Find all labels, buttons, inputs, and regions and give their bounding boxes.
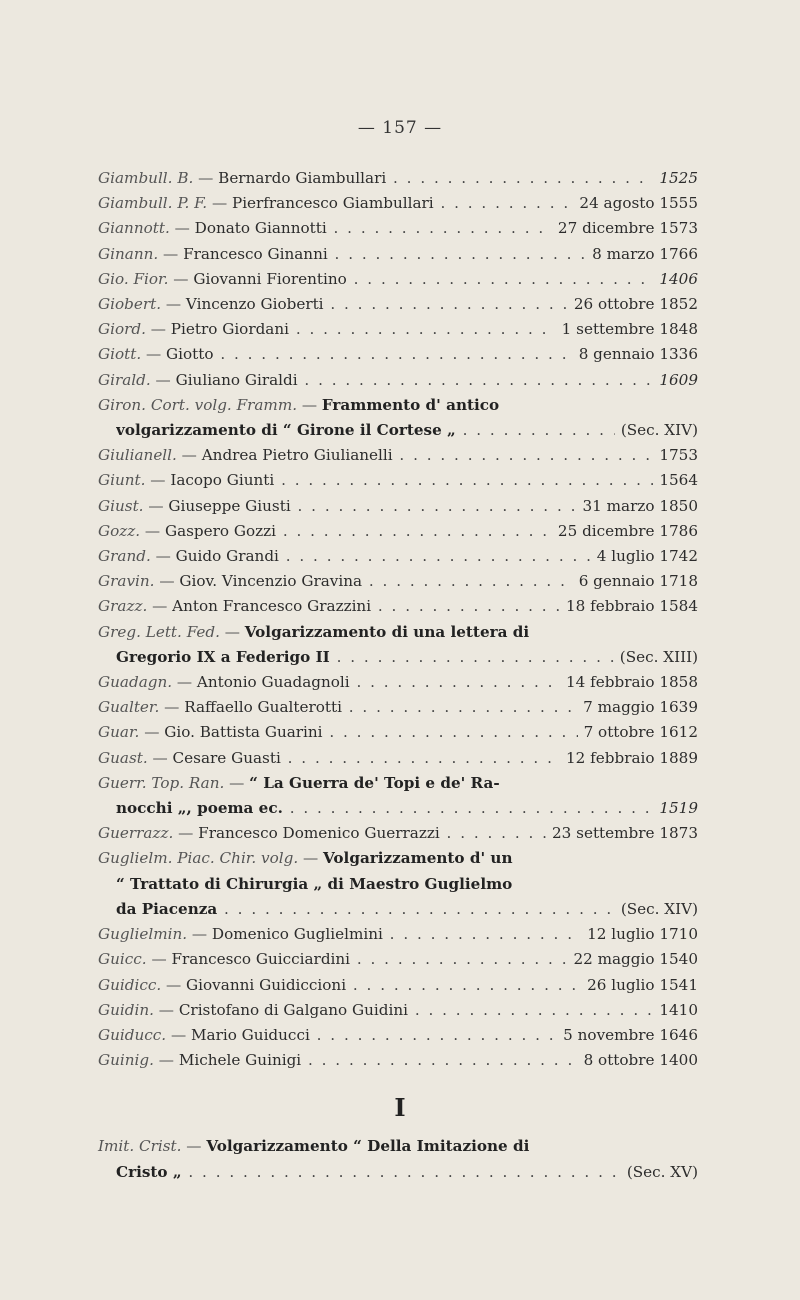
entry-date: 23 settembre 1873 (552, 824, 698, 843)
entry-date: (Sec. XIV) (620, 899, 698, 918)
entry-abbreviation: Ginann. (98, 244, 159, 263)
entry-date: (Sec. XIII) (619, 647, 698, 666)
entry-date: 1564 (659, 471, 698, 490)
entry-abbreviation: Giord. (98, 320, 146, 339)
entry-body (98, 342, 573, 367)
entry-body (98, 1048, 578, 1073)
entry-dash: — (298, 849, 324, 868)
entry-author-name: Gaspero Gozzi (164, 521, 277, 540)
entry-abbreviation: Giambull. B. (98, 169, 194, 187)
entry-first-line (98, 771, 698, 796)
entry (98, 267, 698, 292)
entry (98, 620, 698, 670)
entry (98, 1134, 698, 1184)
entry-body (98, 670, 560, 695)
entry-dash: — (141, 345, 167, 364)
entry-date: 14 febbraio 1858 (565, 673, 698, 692)
entry-author-name: Francesco Ginanni (183, 244, 328, 263)
entry-body (116, 796, 653, 821)
entry-abbreviation: Gualter. (98, 698, 160, 717)
entry-row (98, 1023, 698, 1048)
entry-title-end: volgarizzamento di “ Girone il Cortese „ (116, 421, 456, 440)
entry-body (98, 947, 567, 972)
entry-row (98, 342, 698, 367)
entry-date: (Sec. XV) (626, 1162, 698, 1181)
entry-abbreviation: Guerrazz. (98, 824, 174, 843)
entry-abbreviation: Grazz. (98, 597, 148, 616)
entry-abbreviation: Guinig. (98, 1051, 154, 1070)
entry-date: 25 dicembre 1786 (557, 521, 698, 540)
entry-author-name: Gio. Battista Guarini (164, 723, 323, 742)
entry-row (98, 998, 698, 1023)
entry-title-end: Gregorio IX a Federigo II (116, 647, 330, 666)
entry-author-name: Iacopo Giunti (170, 471, 275, 490)
entry (98, 720, 698, 745)
entry-title: Volgarizzamento di una lettera di (244, 622, 530, 641)
entry-date: 8 gennaio 1336 (578, 345, 698, 364)
entry-row (98, 922, 698, 947)
entry-date: 27 dicembre 1573 (557, 219, 698, 238)
entry (98, 821, 698, 846)
entry-row (98, 670, 698, 695)
entry-author-name: Cesare Guasti (172, 748, 281, 767)
entry-author-name: Pierfrancesco Giambullari (231, 194, 434, 213)
entry-date: 26 ottobre 1852 (573, 295, 698, 314)
entry-row (98, 544, 698, 569)
entry-dash: — (153, 1000, 179, 1019)
entry-body (98, 267, 653, 292)
entry-row (98, 746, 698, 771)
entry-dash: — (224, 773, 250, 792)
entry (98, 947, 698, 972)
entry-first-line (98, 846, 698, 871)
entry-date: 12 febbraio 1889 (565, 748, 698, 767)
entry-date: (Sec. XIV) (620, 421, 698, 440)
entry-title: Frammento d' antico (321, 395, 500, 414)
entry-title: Volgarizzamento d' un (323, 849, 513, 868)
entry-abbreviation: Gravin. (98, 572, 155, 591)
entry-row (98, 494, 698, 519)
entry-author-name: Bernardo Giambullari (218, 169, 387, 187)
entry-dash: — (193, 169, 219, 187)
entry-last-line (98, 418, 698, 443)
entry-author-name: Cristofano di Galgano Guidini (178, 1000, 408, 1019)
entry-date: 1406 (659, 269, 698, 288)
entry-row (98, 468, 698, 493)
entry-body (98, 922, 581, 947)
entry-author-name: Antonio Guadagnoli (196, 673, 350, 692)
entry-body (98, 166, 653, 191)
entry-date: 4 luglio 1742 (596, 547, 698, 566)
entry-body (116, 1160, 621, 1185)
entry-author-name: Vincenzo Gioberti (185, 295, 324, 314)
entry-dash: — (172, 673, 197, 692)
entry-author-name: Francesco Domenico Guerrazzi (198, 824, 440, 843)
entry-dash: — (145, 471, 171, 490)
entry-date: 26 luglio 1541 (587, 975, 698, 994)
entry-date: 8 ottobre 1400 (583, 1051, 698, 1070)
entry-dash: — (187, 925, 212, 944)
entry-row (98, 443, 698, 468)
entry (98, 670, 698, 695)
entry-body (98, 519, 552, 544)
entry-abbreviation: Greg. Lett. Fed. (98, 622, 220, 641)
entry-abbreviation: Guast. (98, 748, 148, 767)
entry-row (98, 519, 698, 544)
entry-dash: — (159, 698, 185, 717)
entry-title-end: nocchi „, poema ec. (116, 799, 283, 818)
entry-title-continued: “ Trattato di Chirurgia „ di Maestro Guglielmo (116, 874, 513, 893)
entry-abbreviation: Guidin. (98, 1000, 154, 1019)
entry-body (98, 821, 546, 846)
entry-title: “ La Guerra de' Topi e de' Ra- (249, 773, 500, 792)
entry-last-line (98, 897, 698, 922)
entry (98, 443, 698, 468)
entry-list (98, 166, 698, 1185)
entry-author-name: Giotto (166, 345, 214, 364)
entry-dash: — (168, 269, 194, 288)
entry-row (98, 267, 698, 292)
entry-abbreviation: Guar. (98, 723, 140, 742)
entry-body (98, 317, 556, 342)
entry-abbreviation: Giobert. (98, 295, 162, 314)
entry-abbreviation: Girald. (98, 370, 151, 389)
entry-dash: — (161, 295, 186, 314)
entry-title-end: Cristo „ (116, 1162, 182, 1181)
entry (98, 242, 698, 267)
entry-abbreviation: Imit. Crist. (98, 1137, 182, 1156)
entry-body (98, 720, 578, 745)
entry (98, 771, 698, 821)
entry-abbreviation: Giron. Cort. volg. Framm. (98, 395, 298, 414)
entry-body (98, 569, 573, 594)
entry-row (98, 594, 698, 619)
entry-last-line (98, 1160, 698, 1185)
entry (98, 998, 698, 1023)
entry-author-name: Raffaello Gualterotti (184, 698, 342, 717)
entry-dash: — (158, 244, 184, 263)
entry-author-name: Domenico Guglielmini (211, 925, 383, 944)
entry-dash: — (207, 194, 232, 213)
entry-abbreviation: Gio. Fior. (98, 269, 169, 288)
entry-body (116, 897, 615, 922)
entry-author-name: Giovanni Guidiccioni (186, 975, 347, 994)
entry-author-name: Giov. Vincenzio Gravina (179, 572, 363, 591)
entry-author-name: Francesco Guicciardini (171, 950, 351, 969)
entry-body (116, 645, 614, 670)
page-number: — 157 — (357, 118, 443, 138)
entry-dash: — (147, 748, 173, 767)
entry-first-line (98, 393, 698, 418)
entry-dash: — (173, 824, 199, 843)
entry-abbreviation: Giulianell. (98, 446, 177, 465)
entry (98, 191, 698, 216)
entry-author-name: Andrea Pietro Giulianelli (201, 446, 393, 465)
entry-title-end: da Piacenza (116, 899, 218, 918)
entry-body (98, 544, 591, 569)
entry-row (98, 947, 698, 972)
entry (98, 569, 698, 594)
entry-author-name: Michele Guinigi (178, 1051, 302, 1070)
entry (98, 973, 698, 998)
entry (98, 317, 698, 342)
entry-abbreviation: Gozz. (98, 521, 141, 540)
entry-abbreviation: Giunt. (98, 471, 146, 490)
entry (98, 368, 698, 393)
entry (98, 342, 698, 367)
entry-date: 1609 (659, 370, 698, 389)
entry-dash: — (169, 219, 195, 238)
entry-dash: — (145, 320, 171, 339)
entry-date: 24 agosto 1555 (579, 194, 698, 213)
entry-body (98, 216, 552, 241)
entry-abbreviation: Guadagn. (98, 673, 173, 692)
entry-abbreviation: Guglielm. Piac. Chir. volg. (98, 849, 299, 868)
entry-abbreviation: Guicc. (98, 950, 147, 969)
entry (98, 1048, 698, 1073)
entry-date: 8 marzo 1766 (592, 244, 698, 263)
entry (98, 494, 698, 519)
entry-row (98, 317, 698, 342)
entry-abbreviation: Giambull. P. F. (98, 194, 208, 213)
entry-author-name: Giovanni Fiorentino (193, 269, 347, 288)
entry (98, 216, 698, 241)
section-letter-heading: I (394, 1093, 406, 1123)
entry (98, 594, 698, 619)
entry (98, 519, 698, 544)
entry-row (98, 292, 698, 317)
entry-date: 1410 (659, 1000, 698, 1019)
entry-abbreviation: Guglielmin. (98, 925, 188, 944)
entry-abbreviation: Grand. (98, 547, 151, 566)
entry-row (98, 1048, 698, 1073)
entry-author-name: Pietro Giordani (170, 320, 290, 339)
entry-first-line (98, 1134, 698, 1159)
entry-abbreviation: Giust. (98, 496, 144, 515)
entry (98, 746, 698, 771)
entry-body (98, 443, 653, 468)
entry-date: 1753 (659, 446, 698, 465)
entry-dash: — (219, 622, 245, 641)
entry-body (98, 494, 577, 519)
entry-date: 1525 (659, 169, 698, 187)
entry-row (98, 242, 698, 267)
entry-dash: — (154, 572, 180, 591)
entry-dash: — (147, 597, 173, 616)
entry-row (98, 216, 698, 241)
entry (98, 695, 698, 720)
entry-body (98, 368, 653, 393)
entry-body (98, 191, 573, 216)
entry (98, 1023, 698, 1048)
entry-body (98, 695, 577, 720)
entry-author-name: Mario Guiducci (190, 1025, 310, 1044)
entry (98, 468, 698, 493)
entry (98, 166, 698, 191)
entry (98, 544, 698, 569)
entry-last-line (98, 645, 698, 670)
entry-author-name: Donato Giannotti (194, 219, 327, 238)
entry-body (98, 973, 581, 998)
entry (98, 292, 698, 317)
entry-dash: — (150, 547, 176, 566)
entry-row (98, 569, 698, 594)
entry-row (98, 973, 698, 998)
entry-dash: — (140, 521, 165, 540)
entry-body (98, 594, 560, 619)
entry-abbreviation: Guerr. Top. Ran. (98, 773, 225, 792)
entry-body (98, 746, 560, 771)
entry-date: 12 luglio 1710 (587, 925, 698, 944)
entry-row (98, 695, 698, 720)
entry-row (98, 166, 698, 191)
entry-dash: — (153, 1051, 179, 1070)
entry-row (98, 368, 698, 393)
entry-body (98, 242, 586, 267)
entry-dash: — (176, 446, 202, 465)
entry-date: 31 marzo 1850 (582, 496, 698, 515)
entry-dash: — (297, 395, 322, 414)
entry-date: 5 novembre 1646 (563, 1025, 698, 1044)
entry-body (116, 418, 615, 443)
entry-body (98, 292, 568, 317)
entry (98, 846, 698, 922)
entry-author-name: Anton Francesco Grazzini (172, 597, 372, 616)
entry-date: 18 febbraio 1584 (565, 597, 698, 616)
entry (98, 393, 698, 443)
entry-abbreviation: Guidicc. (98, 975, 162, 994)
entry-last-line (98, 796, 698, 821)
entry-abbreviation: Giannott. (98, 219, 170, 238)
entry-author-name: Giuseppe Giusti (168, 496, 291, 515)
entry-date: 6 gennaio 1718 (578, 572, 698, 591)
entry-dash: — (139, 723, 165, 742)
entry-dash: — (146, 950, 172, 969)
entry-dash: — (150, 370, 176, 389)
entry-dash: — (181, 1137, 207, 1156)
entry-dash: — (161, 975, 187, 994)
entry-author-name: Guido Grandi (175, 547, 279, 566)
entry-date: 22 maggio 1540 (573, 950, 698, 969)
entry-date: 1519 (659, 799, 698, 818)
entry-row (98, 821, 698, 846)
entry-dash: — (166, 1025, 191, 1044)
entry-body (98, 998, 653, 1023)
entry-dash: — (143, 496, 169, 515)
entry-body (98, 468, 653, 493)
entry-title: Volgarizzamento “ Della Imitazione di (206, 1137, 530, 1156)
entry-continuation-line (98, 872, 698, 897)
entry-author-name: Giuliano Giraldi (175, 370, 298, 389)
entry-body (98, 1023, 557, 1048)
entry-row (98, 720, 698, 745)
entry-abbreviation: Guiducc. (98, 1025, 167, 1044)
entry-abbreviation: Giott. (98, 345, 142, 364)
entry-date: 7 maggio 1639 (583, 698, 698, 717)
entry-date: 7 ottobre 1612 (583, 723, 698, 742)
entry-first-line (98, 620, 698, 645)
entry-row (98, 191, 698, 216)
entry (98, 922, 698, 947)
entry-date: 1 settembre 1848 (561, 320, 698, 339)
